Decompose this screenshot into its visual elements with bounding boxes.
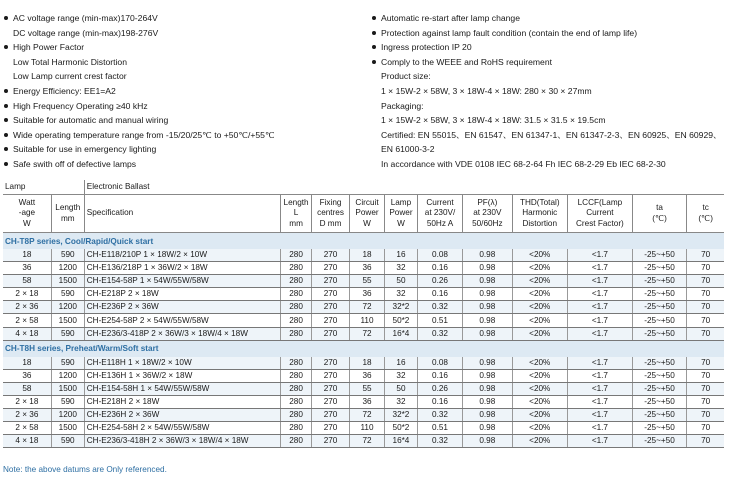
cell-power-factor: 0.98 [463,382,512,395]
cell-lamp-power: 16 [385,249,418,262]
feature-text: Automatic re-start after lamp change [381,13,520,23]
feature-text: AC voltage range (min-max)170-264V [13,13,158,23]
cell-length: 1200 [51,409,84,422]
cell-lccf: <1.7 [568,314,633,327]
cell-length-l: 280 [281,435,312,448]
bullet-dot-icon [372,31,376,35]
table-group-labels [3,180,724,195]
cell-power-factor: 0.98 [463,422,512,435]
cell-power-factor: 0.98 [463,435,512,448]
feature-line [3,113,363,128]
cell-circuit-power: 72 [350,409,385,422]
cell-circuit-power: 110 [350,422,385,435]
cell-fixing-centres: 270 [312,262,350,275]
section-header-row [3,233,724,250]
cell-thd: <20% [512,314,568,327]
cell-tc: 70 [687,409,724,422]
cell-tc: 70 [687,395,724,408]
feature-text: High Frequency Operating ≥40 kHz [13,100,148,111]
cell-power-factor: 0.98 [463,395,512,408]
cell-length: 590 [51,288,84,301]
cell-length: 1200 [51,301,84,314]
cell-ta: -25~+50 [632,249,687,262]
bullet-dot-icon [4,16,8,20]
ballast-spec-table [3,180,724,448]
feature-line [371,99,727,114]
table-row [3,357,724,370]
cell-specification: CH-E136H 1 × 36W/2 × 18W [84,369,280,382]
cell-lccf: <1.7 [568,275,633,288]
cell-length: 590 [51,327,84,340]
cell-circuit-power: 36 [350,369,385,382]
cell-lccf: <1.7 [568,395,633,408]
feature-line [3,99,363,114]
cell-tc: 70 [687,301,724,314]
cell-fixing-centres: 270 [312,288,350,301]
feature-line [371,142,727,157]
cell-length: 1500 [51,275,84,288]
cell-thd: <20% [512,327,568,340]
cell-lccf: <1.7 [568,249,633,262]
cell-lccf: <1.7 [568,301,633,314]
cell-specification: CH-E236/3-418H 2 × 36W/3 × 18W/4 × 18W [84,435,280,448]
table-row [3,327,724,340]
cell-fixing-centres: 270 [312,369,350,382]
cell-power-factor: 0.98 [463,262,512,275]
cell-lamp-power: 32 [385,262,418,275]
feature-line [371,40,727,55]
section-title: CH-T8H series, Preheat/Warm/Soft start [3,340,724,357]
cell-wattage: 2 × 58 [3,422,51,435]
cell-wattage: 18 [3,357,51,370]
cell-power-factor: 0.98 [463,275,512,288]
cell-current: 0.26 [417,382,462,395]
cell-fixing-centres: 270 [312,275,350,288]
cell-ta: -25~+50 [632,409,687,422]
cell-lamp-power: 50*2 [385,422,418,435]
cell-wattage: 4 × 18 [3,435,51,448]
cell-circuit-power: 72 [350,327,385,340]
cell-length: 1500 [51,314,84,327]
cell-current: 0.32 [417,435,462,448]
bullet-dot-icon [372,45,376,49]
cell-ta: -25~+50 [632,395,687,408]
cell-lccf: <1.7 [568,288,633,301]
col-header-wattage: Watt -age W [3,195,51,233]
table-row [3,249,724,262]
cell-length-l: 280 [281,357,312,370]
cell-lamp-power: 32 [385,395,418,408]
cell-fixing-centres: 270 [312,249,350,262]
cell-lccf: <1.7 [568,327,633,340]
cell-ta: -25~+50 [632,327,687,340]
cell-tc: 70 [687,369,724,382]
col-header-fixing-centres: Fixing centres D mm [312,195,350,233]
cell-length-l: 280 [281,395,312,408]
cell-tc: 70 [687,435,724,448]
cell-length: 590 [51,249,84,262]
feature-list-right [371,11,727,172]
cell-ta: -25~+50 [632,314,687,327]
feature-text: Safe swith off of defective lamps [13,158,137,169]
cell-ta: -25~+50 [632,275,687,288]
cell-lamp-power: 16*4 [385,435,418,448]
col-header-power-factor: PF(λ) at 230V 50/60Hz [463,195,512,233]
cell-lccf: <1.7 [568,435,633,448]
cell-length-l: 280 [281,288,312,301]
cell-current: 0.16 [417,262,462,275]
cell-ta: -25~+50 [632,422,687,435]
cell-lamp-power: 50 [385,382,418,395]
cell-current: 0.16 [417,369,462,382]
cell-circuit-power: 55 [350,382,385,395]
cell-length-l: 280 [281,382,312,395]
table-row [3,288,724,301]
feature-line [371,69,727,84]
table-row [3,275,724,288]
feature-text: EN 61000-3-2 [381,144,435,155]
feature-line [371,113,727,128]
footnote: Note: the above datums are Only referenced. [3,465,167,474]
col-header-specification: Specification [84,195,280,233]
cell-current: 0.08 [417,249,462,262]
feature-line [3,157,363,172]
bullet-dot-icon [4,45,8,49]
cell-thd: <20% [512,262,568,275]
bullet-dot-icon [372,60,376,64]
feature-text: Comply to the WEEE and RoHS requirement [381,56,552,67]
cell-lamp-power: 16 [385,357,418,370]
cell-length-l: 280 [281,327,312,340]
cell-ta: -25~+50 [632,262,687,275]
bullet-dot-icon [372,16,376,20]
feature-text: Product size: [381,71,431,82]
cell-length: 1500 [51,422,84,435]
cell-tc: 70 [687,422,724,435]
cell-specification: CH-E136/218P 1 × 36W/2 × 18W [84,262,280,275]
cell-current: 0.32 [417,327,462,340]
feature-text: Packaging: [381,100,424,111]
cell-wattage: 2 × 36 [3,301,51,314]
cell-lamp-power: 32*2 [385,301,418,314]
cell-lccf: <1.7 [568,382,633,395]
cell-length: 1200 [51,369,84,382]
cell-length-l: 280 [281,369,312,382]
feature-text: Suitable for automatic and manual wiring [13,115,169,126]
section-title: CH-T8P series, Cool/Rapid/Quick start [3,233,724,250]
cell-tc: 70 [687,275,724,288]
bullet-dot-icon [4,133,8,137]
feature-line [371,84,727,99]
col-header-tc: tc (℃) [687,195,724,233]
cell-thd: <20% [512,249,568,262]
cell-tc: 70 [687,288,724,301]
cell-thd: <20% [512,409,568,422]
cell-current: 0.16 [417,288,462,301]
table-row [3,369,724,382]
feature-text: Protection against lamp fault condition (contain the end of lamp life) [381,27,638,38]
cell-specification: CH-E154-58H 1 × 54W/55W/58W [84,382,280,395]
table-row [3,314,724,327]
feature-line [3,69,363,84]
cell-fixing-centres: 270 [312,327,350,340]
cell-specification: CH-E254-58H 2 × 54W/55W/58W [84,422,280,435]
cell-lccf: <1.7 [568,422,633,435]
cell-tc: 70 [687,314,724,327]
cell-ta: -25~+50 [632,357,687,370]
cell-wattage: 58 [3,382,51,395]
cell-current: 0.32 [417,409,462,422]
cell-thd: <20% [512,422,568,435]
bullet-dot-icon [4,162,8,166]
cell-fixing-centres: 270 [312,357,350,370]
feature-text: Low Total Harmonic Distortion [13,56,127,67]
cell-power-factor: 0.98 [463,369,512,382]
feature-text: DC voltage range (min-max)198-276V [13,27,159,38]
table-row [3,382,724,395]
table-header-row [3,195,724,233]
feature-text: Ingress protection IP 20 [381,42,472,53]
feature-text: 1 × 15W-2 × 58W, 3 × 18W-4 × 18W: 31.5 × 31.5 × 19.5cm [381,115,606,126]
bullet-dot-icon [4,147,8,151]
feature-line [371,157,727,172]
bullet-dot-icon [4,104,8,108]
cell-specification: CH-E236H 2 × 36W [84,409,280,422]
cell-power-factor: 0.98 [463,249,512,262]
table-row [3,262,724,275]
cell-fixing-centres: 270 [312,382,350,395]
cell-ta: -25~+50 [632,382,687,395]
feature-text: Certified: EN 55015、EN 61547、EN 61347-1、EN 61347-2-3、EN 60925、EN 60929、 [381,129,722,140]
cell-ta: -25~+50 [632,435,687,448]
cell-wattage: 2 × 36 [3,409,51,422]
feature-line [3,142,363,157]
cell-lamp-power: 50*2 [385,314,418,327]
cell-tc: 70 [687,382,724,395]
feature-line [371,26,727,41]
table-row [3,422,724,435]
cell-circuit-power: 72 [350,435,385,448]
cell-wattage: 2 × 18 [3,395,51,408]
cell-circuit-power: 18 [350,357,385,370]
cell-lamp-power: 32 [385,288,418,301]
cell-fixing-centres: 270 [312,395,350,408]
cell-thd: <20% [512,301,568,314]
cell-length-l: 280 [281,422,312,435]
col-header-thd: THD(Total) Harmonic Distortion [512,195,568,233]
cell-current: 0.26 [417,275,462,288]
cell-current: 0.51 [417,422,462,435]
cell-circuit-power: 55 [350,275,385,288]
cell-specification: CH-E154-58P 1 × 54W/55W/58W [84,275,280,288]
cell-fixing-centres: 270 [312,409,350,422]
cell-circuit-power: 36 [350,395,385,408]
cell-ta: -25~+50 [632,288,687,301]
feature-text: Wide operating temperature range from -15/20/25℃ to +50℃/+55℃ [13,129,275,140]
table-row [3,395,724,408]
cell-circuit-power: 18 [350,249,385,262]
cell-thd: <20% [512,357,568,370]
cell-lccf: <1.7 [568,262,633,275]
feature-text: Suitable for use in emergency lighting [13,144,157,155]
feature-text: Energy Efficiency: EE1=A2 [13,85,116,96]
cell-wattage: 36 [3,369,51,382]
cell-wattage: 2 × 18 [3,288,51,301]
cell-fixing-centres: 270 [312,314,350,327]
cell-thd: <20% [512,382,568,395]
cell-length-l: 280 [281,301,312,314]
feature-line [3,55,363,70]
cell-fixing-centres: 270 [312,301,350,314]
cell-specification: CH-E236P 2 × 36W [84,301,280,314]
cell-length: 590 [51,435,84,448]
cell-power-factor: 0.98 [463,357,512,370]
feature-line [371,55,727,70]
cell-length: 590 [51,395,84,408]
cell-power-factor: 0.98 [463,327,512,340]
cell-circuit-power: 36 [350,288,385,301]
feature-line [371,11,727,26]
table-row [3,409,724,422]
feature-text: 1 × 15W-2 × 58W, 3 × 18W-4 × 18W: 280 × 30 × 27mm [381,85,592,96]
bullet-dot-icon [4,118,8,122]
cell-circuit-power: 36 [350,262,385,275]
cell-lamp-power: 32 [385,369,418,382]
col-header-current: Current at 230V/ 50Hz A [417,195,462,233]
cell-specification: CH-E118/210P 1 × 18W/2 × 10W [84,249,280,262]
col-header-ta: ta (℃) [632,195,687,233]
cell-length: 1200 [51,262,84,275]
section-header-row [3,340,724,357]
cell-length-l: 280 [281,275,312,288]
cell-power-factor: 0.98 [463,409,512,422]
ballast-group-label: Electronic Ballast [84,180,724,195]
cell-specification: CH-E254-58P 2 × 54W/55W/58W [84,314,280,327]
table-row [3,435,724,448]
cell-wattage: 36 [3,262,51,275]
bullet-dot-icon [4,89,8,93]
cell-specification: CH-E236/3-418P 2 × 36W/3 × 18W/4 × 18W [84,327,280,340]
cell-power-factor: 0.98 [463,314,512,327]
cell-thd: <20% [512,275,568,288]
col-header-circuit-power: Circuit Power W [350,195,385,233]
feature-list-left [3,11,363,172]
cell-current: 0.51 [417,314,462,327]
cell-length-l: 280 [281,262,312,275]
cell-circuit-power: 72 [350,301,385,314]
feature-line [3,26,363,41]
feature-line [3,40,363,55]
cell-circuit-power: 110 [350,314,385,327]
feature-line [3,11,363,26]
cell-specification: CH-E218P 2 × 18W [84,288,280,301]
cell-length-l: 280 [281,409,312,422]
cell-wattage: 18 [3,249,51,262]
cell-lccf: <1.7 [568,409,633,422]
cell-ta: -25~+50 [632,369,687,382]
cell-power-factor: 0.98 [463,301,512,314]
lamp-group-label: Lamp [5,181,26,191]
cell-wattage: 4 × 18 [3,327,51,340]
table-row [3,301,724,314]
cell-wattage: 58 [3,275,51,288]
cell-length-l: 280 [281,249,312,262]
col-header-lamp-power: Lamp Power W [385,195,418,233]
table-body [3,233,724,448]
cell-length-l: 280 [281,314,312,327]
feature-text: Low Lamp current crest factor [13,71,127,82]
cell-current: 0.16 [417,395,462,408]
cell-specification: CH-E218H 2 × 18W [84,395,280,408]
cell-lamp-power: 32*2 [385,409,418,422]
cell-wattage: 2 × 58 [3,314,51,327]
feature-line [3,84,363,99]
cell-current: 0.32 [417,301,462,314]
cell-current: 0.08 [417,357,462,370]
cell-thd: <20% [512,369,568,382]
feature-line [371,128,727,143]
cell-fixing-centres: 270 [312,422,350,435]
cell-tc: 70 [687,249,724,262]
col-header-length: Length mm [51,195,84,233]
cell-tc: 70 [687,262,724,275]
cell-thd: <20% [512,435,568,448]
cell-tc: 70 [687,357,724,370]
cell-length: 590 [51,357,84,370]
cell-lamp-power: 50 [385,275,418,288]
cell-fixing-centres: 270 [312,435,350,448]
cell-lccf: <1.7 [568,357,633,370]
cell-specification: CH-E118H 1 × 18W/2 × 10W [84,357,280,370]
cell-ta: -25~+50 [632,301,687,314]
cell-lccf: <1.7 [568,369,633,382]
feature-text: In accordance with VDE 0108 IEC 68-2-64 Fh IEC 68-2-29 Eb IEC 68-2-30 [381,158,666,169]
col-header-lccf: LCCF(Lamp Current Crest Factor) [568,195,633,233]
feature-text: High Power Factor [13,42,85,53]
feature-line [3,128,363,143]
cell-tc: 70 [687,327,724,340]
col-header-length-l: Length L mm [281,195,312,233]
cell-power-factor: 0.98 [463,288,512,301]
cell-lamp-power: 16*4 [385,327,418,340]
cell-thd: <20% [512,395,568,408]
cell-thd: <20% [512,288,568,301]
cell-length: 1500 [51,382,84,395]
